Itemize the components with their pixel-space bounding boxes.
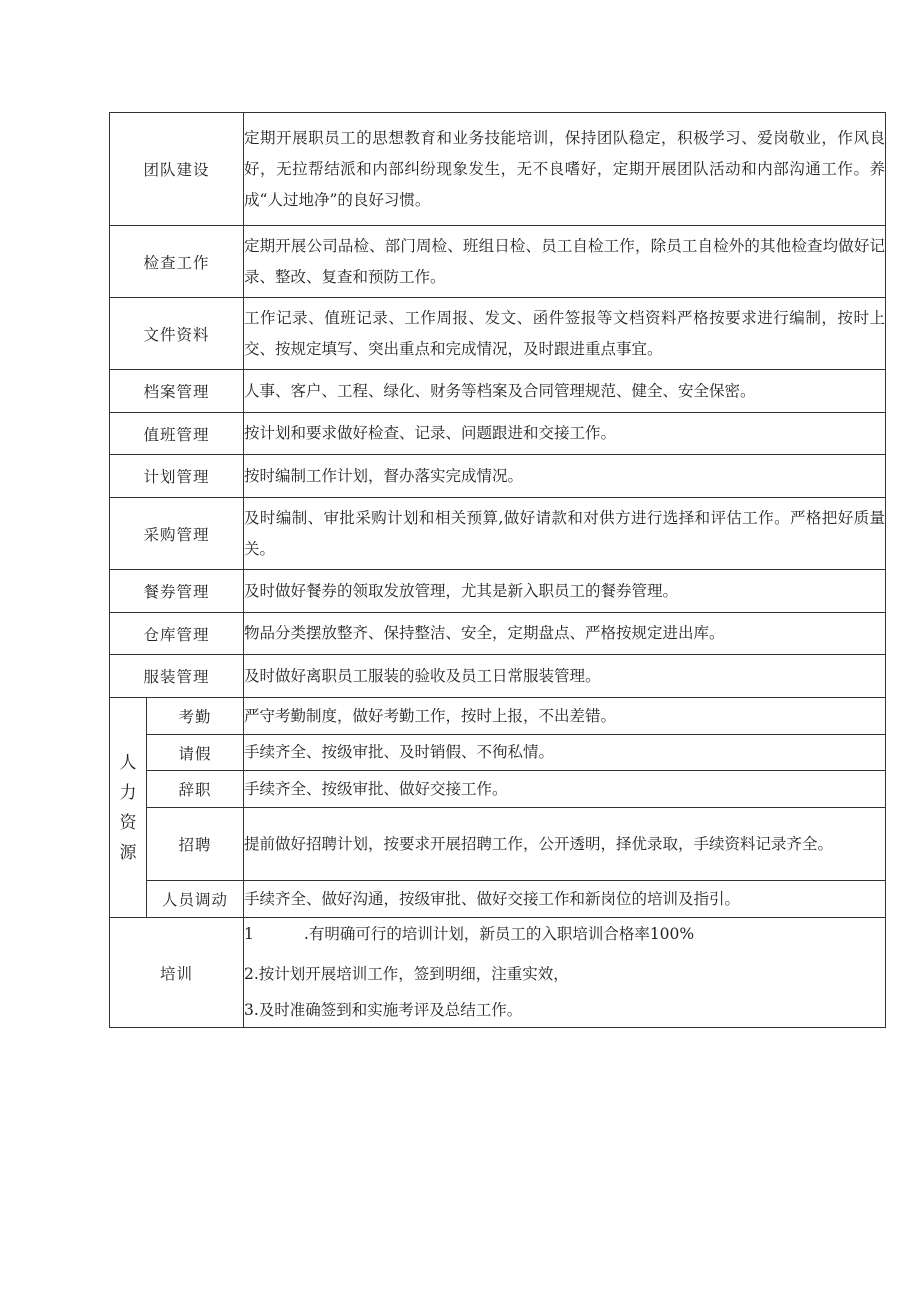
hr-label-leave: 请假 — [147, 735, 244, 771]
table-row — [110, 413, 886, 455]
hr-char: 源 — [119, 842, 137, 863]
row-label-inspection: 检查工作 — [110, 226, 244, 298]
row-content-warehouse: 物品分类摆放整齐、保持整洁、安全，定期盘点、严格按规定进出库。 — [244, 613, 886, 655]
hr-char: 资 — [119, 812, 137, 833]
hr-content-recruitment: 提前做好招聘计划，按要求开展招聘工作，公开透明，择优录取，手续资料记录齐全。 — [244, 808, 886, 881]
hr-content-resignation: 手续齐全、按级审批、做好交接工作。 — [244, 771, 886, 808]
table-row — [110, 298, 886, 370]
row-content-inspection: 定期开展公司品检、部门周检、班组日检、员工自检工作，除员工自检外的其他检查均做好记录、整改、复查和预防工作。 — [244, 226, 886, 298]
row-label-documents: 文件资料 — [110, 298, 244, 370]
row-content-documents: 工作记录、值班记录、工作周报、发文、函件签报等文档资料严格按要求进行编制，按时上交、按规定填写、突出重点和完成情况，及时跟进重点事宜。 — [244, 298, 886, 370]
row-content-team-building: 定期开展职员工的思想教育和业务技能培训，保持团队稳定，积极学习、爱岗敬业，作风良好，无拉帮结派和内部纠纷现象发生，无不良嗜好，定期开展团队活动和内部沟通工作。养成“人过地净”的良好习惯。 — [244, 113, 886, 226]
hr-content-attendance: 严守考勤制度，做好考勤工作，按时上报，不出差错。 — [244, 698, 886, 735]
table-row — [110, 226, 886, 298]
hr-char: 人 — [119, 752, 137, 773]
row-content-archives: 人事、客户、工程、绿化、财务等档案及合同管理规范、健全、安全保密。 — [244, 370, 886, 413]
row-label-archives: 档案管理 — [110, 370, 244, 413]
training-line-1-text: .有明确可行的培训计划，新员工的入职培训合格率100% — [303, 925, 695, 943]
table-row — [110, 113, 886, 226]
training-line-1-number: 1 — [244, 925, 254, 943]
row-label-duty: 值班管理 — [110, 413, 244, 455]
hr-label-recruitment: 招聘 — [147, 808, 244, 881]
row-label-uniforms: 服装管理 — [110, 655, 244, 698]
hr-group-label — [110, 698, 147, 918]
row-label-planning: 计划管理 — [110, 455, 244, 498]
hr-content-transfer: 手续齐全、做好沟通，按级审批、做好交接工作和新岗位的培训及指引。 — [244, 881, 886, 918]
row-label-warehouse: 仓库管理 — [110, 613, 244, 655]
row-content-meal-tickets: 及时做好餐券的领取发放管理，尤其是新入职员工的餐券管理。 — [244, 570, 886, 613]
hr-label-transfer: 人员调动 — [147, 881, 244, 918]
hr-char: 力 — [119, 782, 137, 803]
training-line-3: 3.及时准确签到和实施考评及总结工作。 — [244, 1001, 523, 1019]
table-row — [110, 613, 886, 655]
table-row — [110, 918, 886, 1028]
table-row — [110, 771, 886, 808]
row-label-training: 培训 — [110, 918, 244, 1028]
training-line-2: 2.按计划开展培训工作，签到明细，注重实效， — [244, 965, 569, 983]
table-row — [110, 735, 886, 771]
training-line-1 — [244, 918, 885, 950]
row-content-uniforms: 及时做好离职员工服装的验收及员工日常服装管理。 — [244, 655, 886, 698]
table-row — [110, 370, 886, 413]
table-row — [110, 698, 886, 735]
hr-content-leave: 手续齐全、按级审批、及时销假、不徇私情。 — [244, 735, 886, 771]
row-label-team-building: 团队建设 — [110, 113, 244, 226]
table-row — [110, 655, 886, 698]
table-row — [110, 570, 886, 613]
table-row — [110, 455, 886, 498]
row-content-duty: 按计划和要求做好检查、记录、问题跟进和交接工作。 — [244, 413, 886, 455]
row-label-procurement: 采购管理 — [110, 498, 244, 570]
table-row — [110, 881, 886, 918]
hr-label-attendance: 考勤 — [147, 698, 244, 735]
table-row — [110, 498, 886, 570]
row-content-procurement: 及时编制、审批采购计划和相关预算,做好请款和对供方进行选择和评估工作。严格把好质量关。 — [244, 498, 886, 570]
row-label-meal-tickets: 餐券管理 — [110, 570, 244, 613]
hr-label-resignation: 辞职 — [147, 771, 244, 808]
row-content-planning: 按时编制工作计划，督办落实完成情况。 — [244, 455, 886, 498]
table-row — [110, 808, 886, 881]
work-standards-table — [109, 112, 886, 1028]
row-content-training — [244, 918, 886, 1028]
